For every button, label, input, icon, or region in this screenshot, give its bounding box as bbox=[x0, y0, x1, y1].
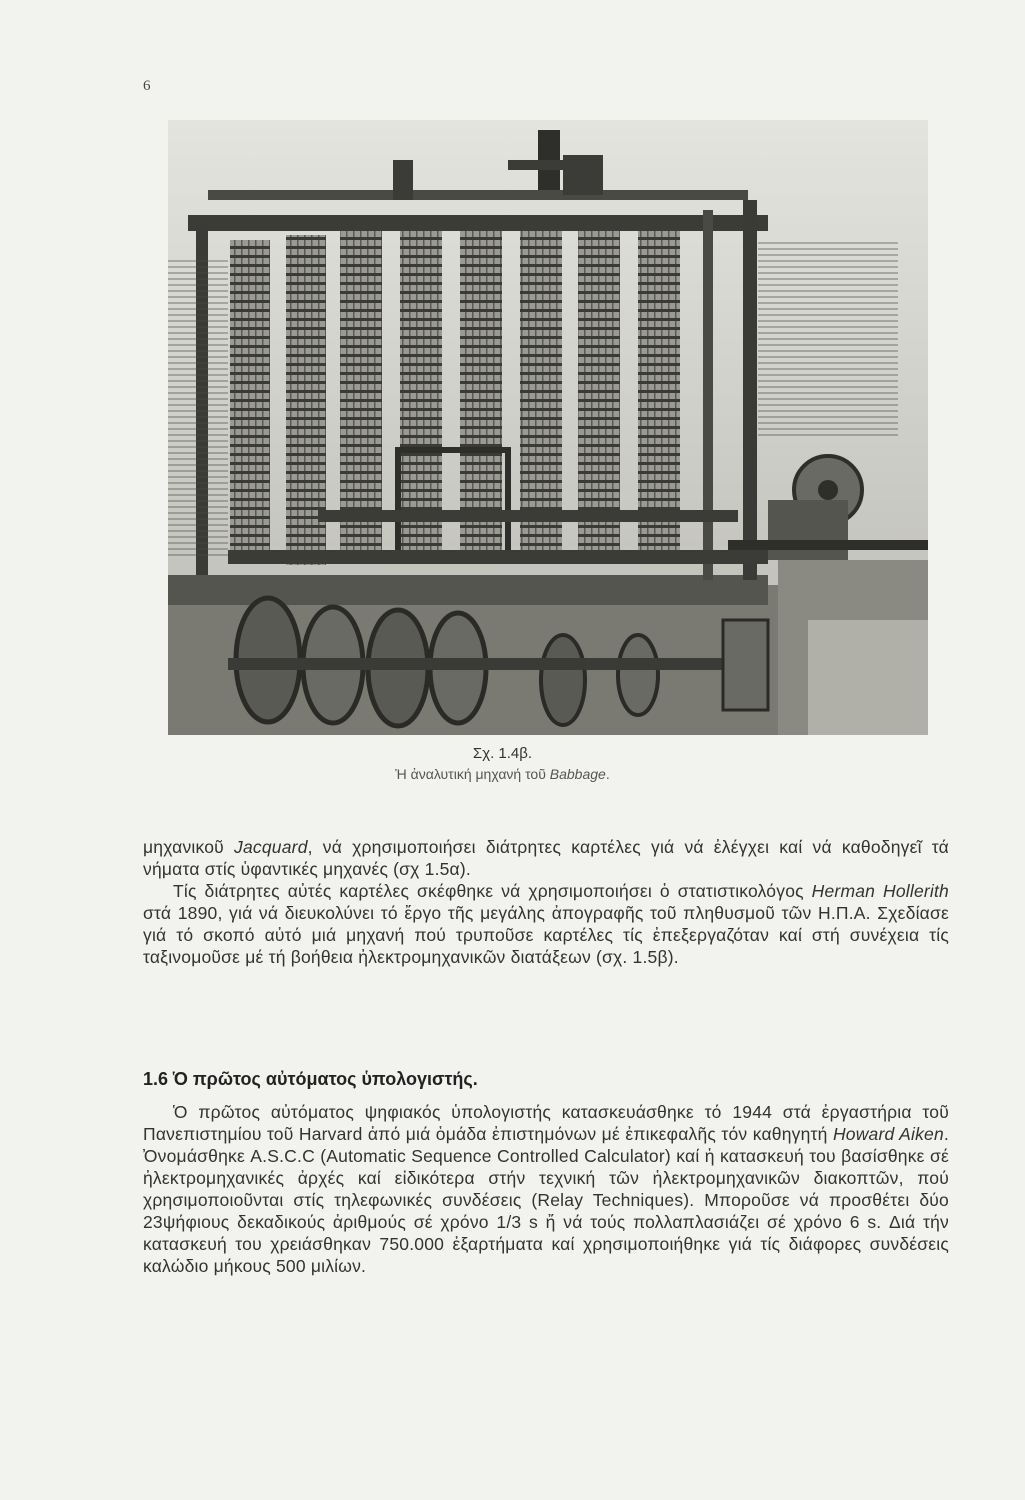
engine-illustration bbox=[168, 120, 928, 735]
section-heading: 1.6 Ὁ πρῶτος αὐτόματος ὑπολογιστής. bbox=[143, 1069, 478, 1089]
page-number: 6 bbox=[143, 78, 151, 94]
p1-s1: μηχανικοῦ bbox=[143, 837, 235, 857]
figure-caption-text bbox=[0, 766, 1025, 782]
p2-s3: στά 1890, γιά νά διευκολύνει τό ἔργο τῆς μεγάλης ἀπογραφῆς τοῦ πληθυσμοῦ τῶν Η.Π.Α. Σχεδίασε γιά τό σκοπό αὐτό μιά μηχανή πού τρυποῦσε καρτέλες τίς ἐπεξεργαζόταν καί στή συνέχεια τίς ταξινομοῦσε μέ τή βοήθεια ἠλεκτρομηχανικῶν διατάξεων (σχ. 1.5β). bbox=[143, 903, 949, 967]
p3-s3: . Ὀνομάσθηκε A.S.C.C (Automatic Sequence Controlled Calculator) καί ἡ κατασκευή του βασίσθηκε σέ ἠλεκτρομηχανικές ἀρχές καί εἰδικότερα στήν τεχνική τῶν ἠλεκτρομηχανικῶν διακοπτῶν, πού χρησιμοποιοῦνται στίς τηλεφωνικές συνδέσεις (Relay Techniques). Μποροῦσε νά προσθέτει δύο 23ψήφιους δεκαδικούς ἀριθμούς σέ χρόνο 1/3 s ἤ νά τούς πολλαπλασιάζει σέ χρόνο 6 s. Διά τήν κατασκευή του χρειάσθηκαν 750.000 ἐξαρτήματα καί χρησιμοποιήθηκε γιά τίς διάφορες συνδέσεις καλώδιο μήκους 500 μιλίων. bbox=[143, 1124, 949, 1276]
p1-name: Jacquard bbox=[234, 837, 308, 857]
p3-name: Howard Aiken bbox=[832, 1124, 944, 1144]
paragraph-2 bbox=[143, 880, 949, 968]
p3-s1: Ὁ πρῶτος αὐτόματος ψηφιακός ὑπολογιστής κατασκευάσθηκε τό 1944 στά ἐργαστήρια τοῦ Πανεπιστημίου τοῦ Harvard ἀπό μιά ὁμάδα ἐπιστημόνων μέ ἐπικεφαλῆς τόν καθηγητή bbox=[143, 1102, 949, 1144]
body-paragraphs-top bbox=[143, 836, 949, 968]
p2-name: Herman Hollerith bbox=[811, 881, 949, 901]
paragraph-3 bbox=[143, 1101, 949, 1277]
body-paragraph-bottom bbox=[143, 1101, 949, 1277]
caption-prefix: Ἡ ἀναλυτική μηχανή τοῦ bbox=[395, 766, 550, 782]
figure-caption bbox=[0, 745, 1025, 782]
caption-suffix: . bbox=[605, 766, 610, 782]
p2-s1: Τίς διάτρητες αὐτές καρτέλες σκέφθηκε νά χρησιμοποιήσει ὁ στατιστικολόγος bbox=[173, 881, 812, 901]
babbage-engine-photo bbox=[168, 120, 928, 735]
paragraph-1 bbox=[143, 836, 949, 880]
p1-s3: , νά χρησιμοποιήσει διάτρητες καρτέλες γιά νά ἐλέγχει καί νά καθοδηγεῖ τά νήματα στίς ὑφαντικές μηχανές (σχ 1.5α). bbox=[143, 837, 949, 879]
figure-label: Σχ. 1.4β. bbox=[472, 745, 533, 762]
caption-name: Babbage bbox=[549, 766, 606, 782]
